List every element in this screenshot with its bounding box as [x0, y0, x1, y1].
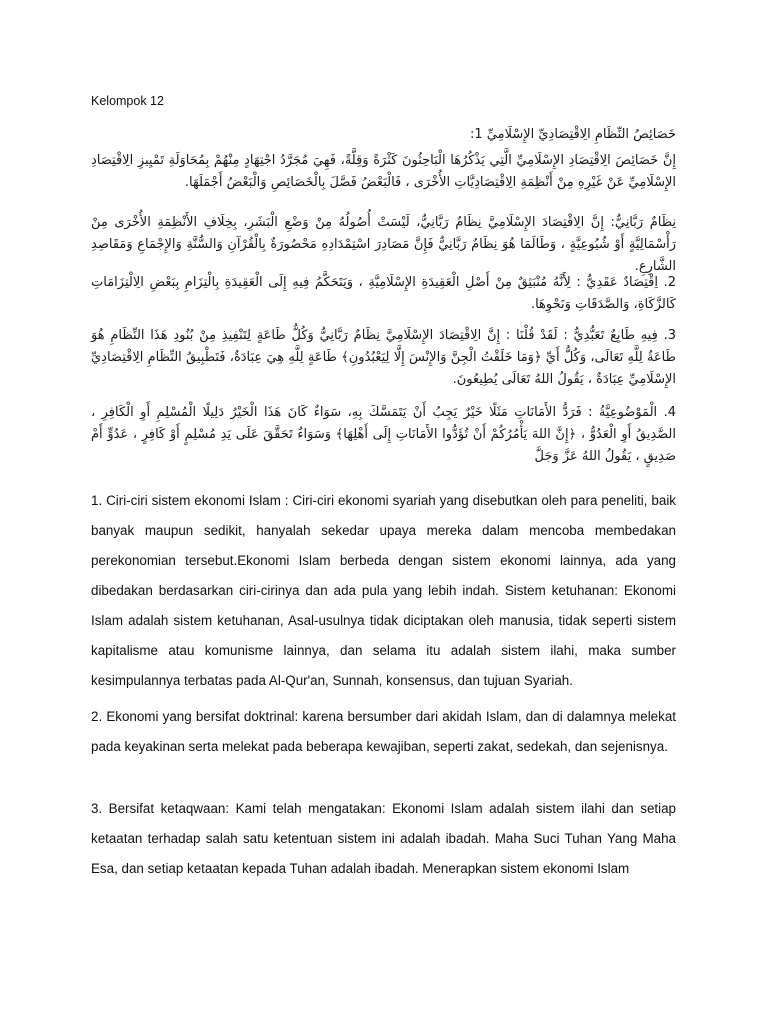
- arabic-paragraph-4: 4. الْمَوْضُوعِيَّةُ : فَرَدُّ الأَمَانَاتِ مَثَلًا خَيْرٌ يَجِبُ أَنْ يَتَمَسَّكَ بِهِ، سَوَاءٌ كَانَ هَذَا الْخَيْرُ دَلِيلًا الْمُسْلِمِ أَوِ الْكَافِرِ ، الصَّدِيقُ أَوِ الْعَدُوُّ ، ﴿إِنَّ اللهَ يَأْمُرُكُمْ أَنْ تُؤَدُّوا الأَمَانَاتِ إِلَى أَهْلِهَا﴾ وَسَوَاءٌ تَحَقَّقَ عَلَى يَدِ مُسْلِمٍ أَوْ كَافِرٍ ، عَدُوٍّ أَمْ صَدِيقٍ ، يَقُولُ اللهُ عَزَّ وَجَلَّ: [91, 405, 676, 464]
- arabic-paragraph-intro: إِنَّ خَصَائِصَ الِاقْتِصَادِ الإِسْلَامِيِّ الَّتِي يَذْكُرُهَا الْبَاحِثُونَ كَثْرَةً وَقِلَّةً، فَهِيَ مُجَرَّدُ اجْتِهَادٍ مِنْهُمْ بِمُحَاوَلَةِ تَمْيِيزِ الِاقْتِصَادِ الإِسْلَامِيِّ عَنْ غَيْرِهِ مِنْ أَنْظِمَةِ الِاقْتِصَادِيَّاتِ الأُخْرَى ، فَالْبَعْضُ فَصَّلَ بِالْخَصَائِصِ وَالْبَعْضُ أَجْمَلَهَا.: [91, 153, 676, 190]
- arabic-paragraph-1: نِظَامٌ رَبَّانِيٌّ: إِنَّ الِاقْتِصَادَ الإِسْلَامِيَّ نِظَامٌ رَبَّانِيٌّ، لَيْسَتْ أُصُولُهُ مِنْ وَضْعِ الْبَشَرِ، بِخِلَافِ الأَنْظِمَةِ الأُخْرَى مِنْ رَأْسْمَالِيَّةٍ أَوْ شُيُوعِيَّةٍ ، وَطَالَمَا هُوَ نِظَامٌ رَبَّانِيٌّ فَإِنَّ مَصَادِرَ اسْتِمْدَادِهِ مَحْصُورَةٌ بِالْقُرْآنِ وَالسُّنَّةِ وَالإِجْمَاعِ وَمَقَاصِدِ الشَّارِعِ.: [91, 215, 676, 274]
- paragraph-3: 3. Bersifat ketaqwaan: Kami telah mengatakan: Ekonomi Islam adalah sistem ilahi dan setiap ketaatan terhadap salah satu ketentuan sistem ini adalah ibadah. Maha Suci Tuhan Yang Maha Esa, dan setiap ketaatan kepada Tuhan adalah ibadah. Menerapkan sistem ekonomi Islam: [91, 801, 676, 876]
- paragraph-1: 1. Ciri-ciri sistem ekonomi Islam : Ciri-ciri ekonomi syariah yang disebutkan oleh para peneliti, baik banyak maupun sedikit, hanyalah sekedar upaya mereka dalam mencoba membedakan perekonomian tersebut.Ekonomi Islam berbeda dengan sistem ekonomi lainnya, ada yang dibedakan berdasarkan ciri-cirinya dan ada pula yang lebih indah. Sistem ketuhanan: Ekonomi Islam adalah sistem ketuhanan, Asal-usulnya tidak diciptakan oleh manusia, tidak seperti sistem kapitalisme atau komunisme lainnya, dan selama itu adalah sistem ilahi, maka sumber kesimpulannya terbatas pada Al-Qur'an, Sunnah, konsensus, dan tujuan Syariah.: [91, 493, 676, 688]
- arabic-section-title: خَصَائِصُ النِّظَامِ الِاقْتِصَادِيِّ الإِسْلَامِيِّ 1:: [469, 127, 676, 142]
- document-heading: Kelompok 12: [91, 94, 164, 108]
- paragraph-2: 2. Ekonomi yang bersifat doktrinal: karena bersumber dari akidah Islam, dan di dalamnya melekat pada keyakinan serta melekat pada beberapa kewajiban, seperti zakat, sedekah, dan sejenisnya.: [91, 709, 676, 754]
- arabic-paragraph-3: 3. فِيهِ طَابِعٌ تَعَبُّدِيٌّ : لَقَدْ قُلْنَا : إِنَّ الِاقْتِصَادَ الإِسْلَامِيَّ نِظَامٌ رَبَّانِيٌّ وَكُلُّ طَاعَةٍ لِتَنْفِيذِ مِنْ بُنُودِ هَذَا النِّظَامِ هُوَ طَاعَةٌ لِلَّهِ تَعَالَى، وَكُلُّ أَيِّ ﴿وَمَا خَلَقْتُ الْجِنَّ وَالإِنْسَ إِلَّا لِيَعْبُدُونِ﴾ طَاعَةٍ لِلَّهِ هِيَ عِبَادَةٌ، فَتَطْبِيقُ النِّظَامِ الِاقْتِصَادِيِّ الإِسْلَامِيِّ عِبَادَةٌ ، يَقُولُ اللهُ تَعَالَى يُطِيعُونَ.: [91, 328, 676, 387]
- arabic-paragraph-2: 2. اِقْتِصَادٌ عَقَدِيٌّ : لِأَنَّهُ مُنْبَثِقٌ مِنْ أَصْلِ الْعَقِيدَةِ الإِسْلَامِيَّةِ ، وَيَتَحَكَّمُ فِيهِ إِلَى الْعَقِيدَةِ بِالْتِزَامِ بِبَعْضِ الِالْتِزَامَاتِ كَالزَّكَاةِ، وَالصَّدَقَاتِ وَنَحْوِهَا.: [91, 275, 676, 312]
